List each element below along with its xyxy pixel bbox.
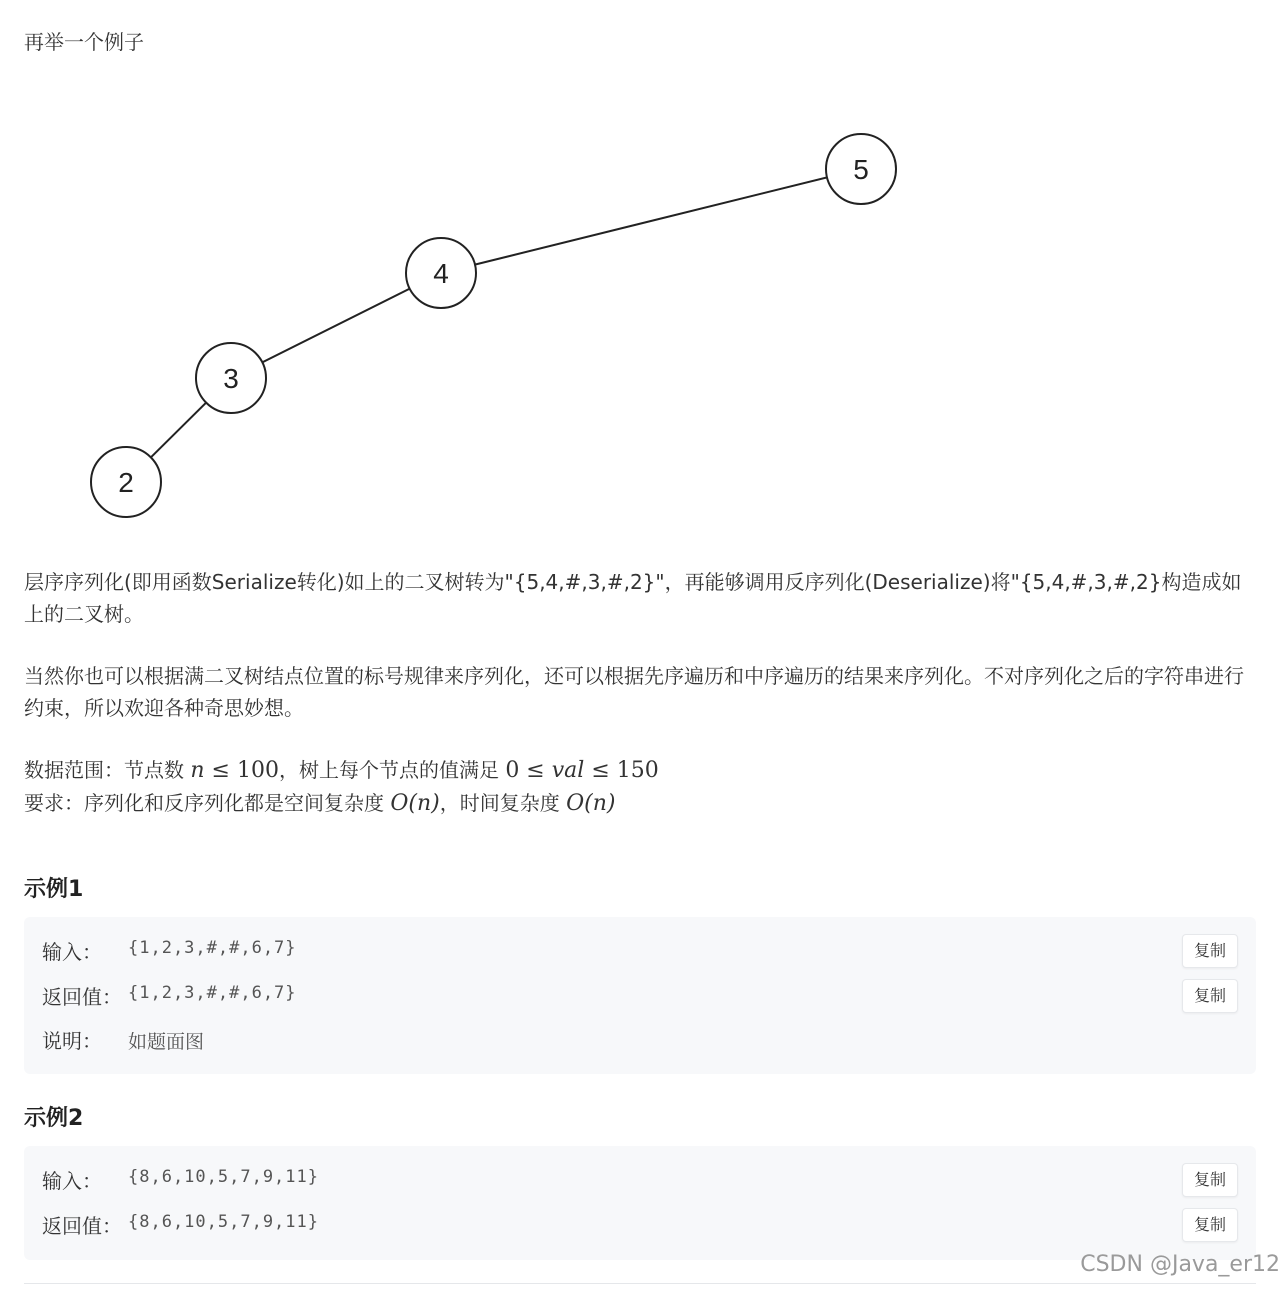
example1-input-row (42, 934, 1238, 968)
example1-note-value: 如题面图 (128, 1031, 205, 1053)
example2-input-label: 输入： (42, 1169, 102, 1193)
data-range-prefix: 数据范围：节点数 (24, 758, 191, 782)
requirement-prefix: 要求：序列化和反序列化都是空间复杂度 (24, 791, 391, 815)
example1-output-row (42, 979, 1238, 1013)
time-complexity-math: O(n) (566, 791, 616, 816)
intro-text: 再举一个例子 (24, 30, 144, 54)
tree-node-3-label: 3 (223, 363, 239, 394)
example2-output-row (42, 1208, 1238, 1242)
example1-note-label: 说明： (42, 1029, 102, 1053)
complexity-requirement (24, 787, 1254, 820)
description-serialize: 层序序列化(即用函数Serialize转化)如上的二叉树转为"{5,4,#,3,#,2}"，再能够调用反序列化(Deserialize)将"{5,4,#,3,#,2}构造成如上的二叉树。 (24, 570, 1242, 626)
tree-node-2 (91, 447, 161, 517)
example2-output-label: 返回值： (42, 1214, 122, 1238)
tree-node-2-label: 2 (118, 467, 134, 498)
tree-node-4-label: 4 (433, 258, 449, 289)
example2-input-copy-button[interactable]: 复制 (1182, 1163, 1238, 1197)
example1-output-value: {1,2,3,#,#,6,7} (128, 983, 297, 1003)
example1-note-row (42, 1023, 1238, 1057)
tree-node-5-label: 5 (853, 154, 869, 185)
example1-input-copy-button[interactable]: 复制 (1182, 934, 1238, 968)
example2-output-value: {8,6,10,5,7,9,11} (128, 1212, 319, 1232)
space-complexity-math: O(n) (390, 791, 440, 816)
csdn-watermark: CSDN @Java_er12 (1080, 1252, 1280, 1277)
example1-title: 示例1 (24, 877, 84, 902)
example1-output-copy-button[interactable]: 复制 (1182, 979, 1238, 1013)
edge-5-4 (441, 169, 861, 273)
description-freedom: 当然你也可以根据满二叉树结点位置的标号规律来序列化，还可以根据先序遍历和中序遍历的结果来序列化。不对序列化之后的字符串进行约束，所以欢迎各种奇思妙想。 (24, 664, 1244, 720)
bottom-divider (24, 1283, 1256, 1284)
example1-input-label: 输入： (42, 940, 102, 964)
tree-node-5 (826, 134, 896, 204)
binary-tree-diagram (0, 100, 1000, 540)
example1-input-value: {1,2,3,#,#,6,7} (128, 938, 297, 958)
data-range-math-n: n ≤ 100 (190, 758, 279, 783)
example1-box (24, 917, 1256, 1074)
data-range (24, 754, 1254, 787)
example2-box (24, 1146, 1256, 1260)
example2-title: 示例2 (24, 1106, 84, 1131)
example2-input-value: {8,6,10,5,7,9,11} (128, 1167, 319, 1187)
example1-output-label: 返回值： (42, 985, 122, 1009)
example2-input-row (42, 1163, 1238, 1197)
data-range-math-val: 0 ≤ val ≤ 150 (505, 758, 659, 783)
tree-node-4 (406, 238, 476, 308)
data-range-middle: ，树上每个节点的值满足 (278, 758, 506, 782)
tree-node-3 (196, 343, 266, 413)
requirement-middle: ，时间复杂度 (439, 791, 567, 815)
example2-output-copy-button[interactable]: 复制 (1182, 1208, 1238, 1242)
